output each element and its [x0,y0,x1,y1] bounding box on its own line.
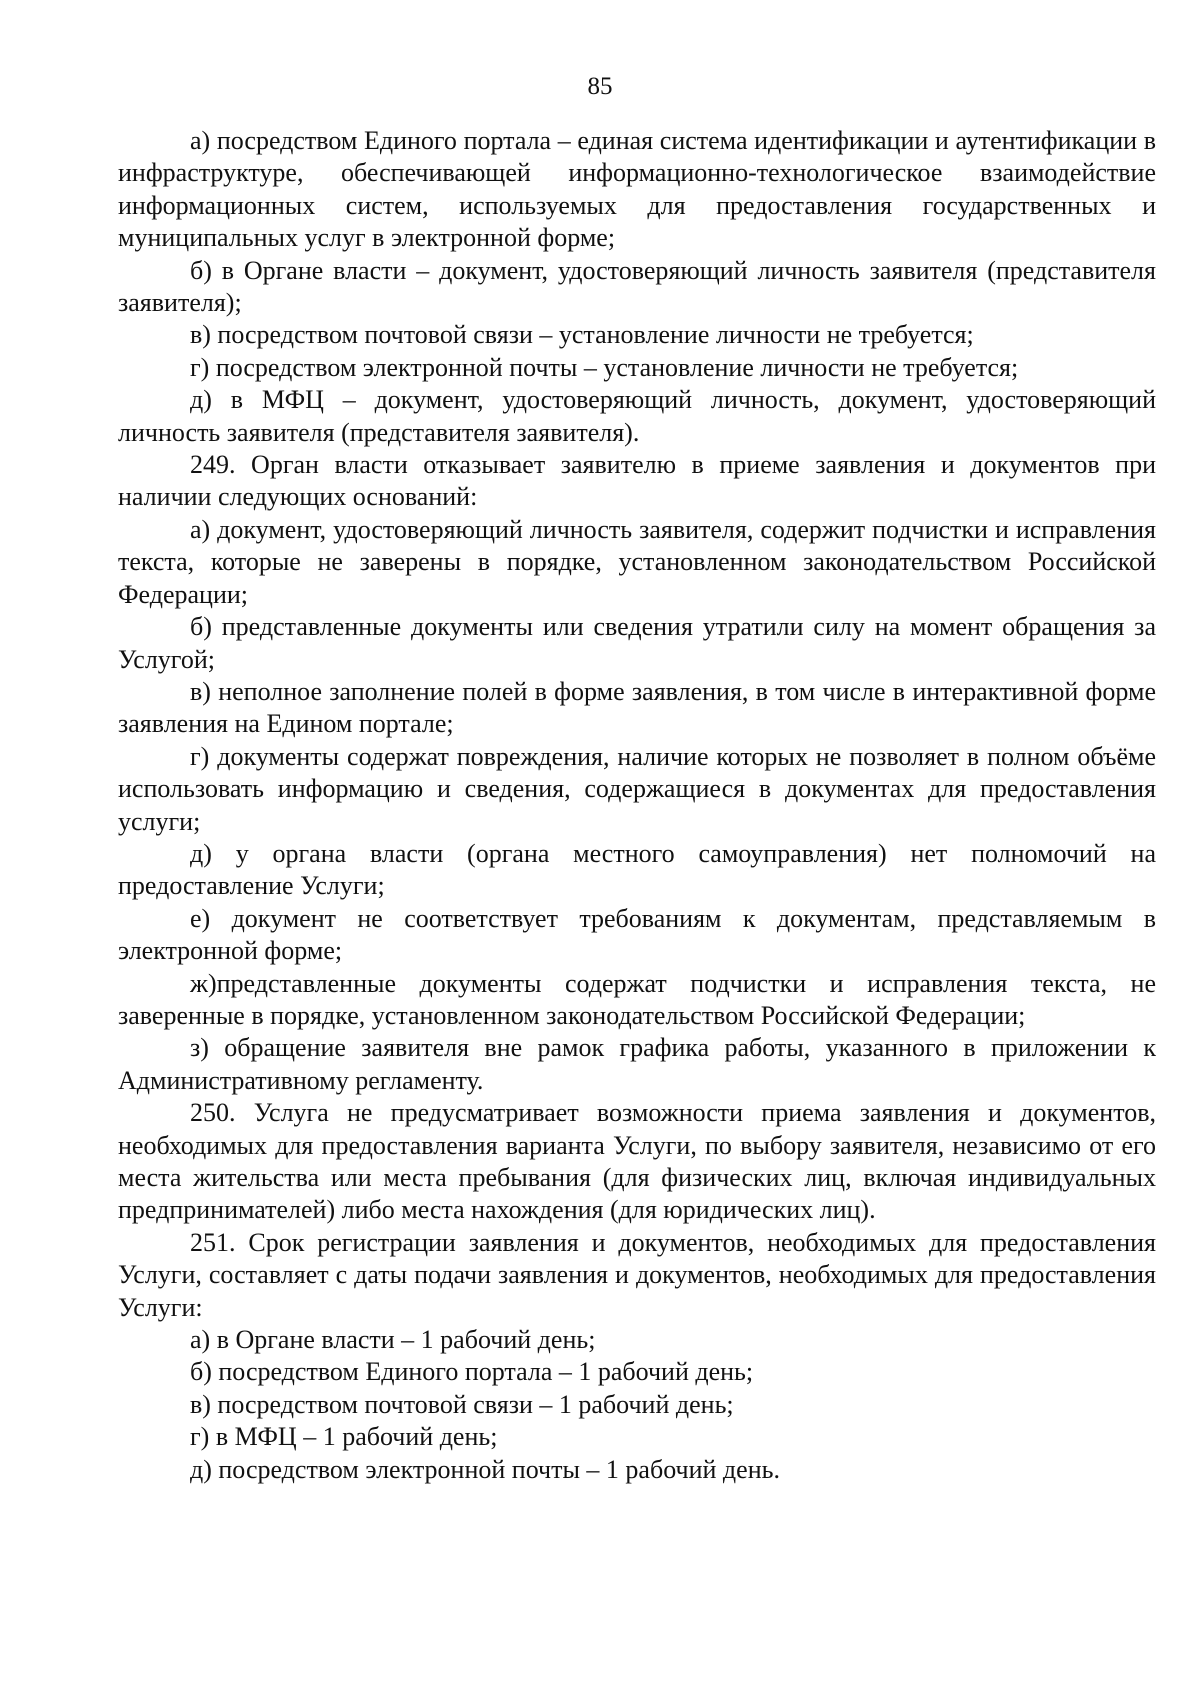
paragraph-identification-post: в) посредством почтовой связи – установление личности не требуется; [190,320,974,350]
paragraph-249-g: г) документы содержат повреждения, наличие которых не позволяет в полном объёме использовать информацию и сведения, содержащиеся в документах для предоставления услуги; [118,741,1156,836]
paragraph-249-a: а) документ, удостоверяющий личность заявителя, содержит подчистки и исправления текста, которые не заверены в порядке, установленном законодательством Российской Федерации; [118,514,1156,609]
paragraph-249-e: е) документ не соответствует требованиям к документам, представляемым в электронной форме; [118,903,1156,966]
paragraph-249: 249. Орган власти отказывает заявителю в приеме заявления и документов при наличии следующих оснований: [118,450,1156,512]
paragraph-250: 250. Услуга не предусматривает возможности приема заявления и документов, необходимых для предоставления варианта Услуги, по выбору заявителя, независимо от его места жительства или места пребывания (для физических лиц, включая индивидуальных предпринимателей) либо места нахождения (для юридических лиц). [118,1098,1156,1225]
paragraph-251-v: в) посредством почтовой связи – 1 рабочий день; [190,1389,734,1419]
page-number: 85 [587,73,613,100]
paragraph-249-v: в) неполное заполнение полей в форме заявления, в том числе в интерактивной форме заявления на Едином портале; [118,676,1156,739]
paragraph-249-z: з) обращение заявителя вне рамок графика работы, указанного в приложении к Административному регламенту. [118,1033,1156,1095]
paragraph-249-b: б) представленные документы или сведения утратили силу на момент обращения за Услугой; [118,612,1156,674]
paragraph-identification-authority: б) в Органе власти – документ, удостоверяющий личность заявителя (представителя заявителя); [118,255,1156,318]
paragraph-251-b: б) посредством Единого портала – 1 рабочий день; [190,1357,754,1387]
paragraph-249-d: д) у органа власти (органа местного самоуправления) нет полномочий на предоставление Услуги; [118,838,1156,901]
paragraph-251: 251. Срок регистрации заявления и документов, необходимых для предоставления Услуги, составляет с даты подачи заявления и документов, необходимых для предоставления Услуги: [118,1227,1156,1322]
document-body [118,125,1156,1486]
paragraph-identification-portal: а) посредством Единого портала – единая система идентификации и аутентификации в инфраструктуре, обеспечивающей информационно-технологическое взаимодействие информационных систем, используемых для предоставления государственных и муниципальных услуг в электронной форме; [118,126,1156,253]
paragraph-251-a: а) в Органе власти – 1 рабочий день; [190,1325,596,1355]
paragraph-251-d: д) посредством электронной почты – 1 рабочий день. [190,1454,780,1484]
paragraph-249-zh: ж)представленные документы содержат подчистки и исправления текста, не заверенные в порядке, установленном законодательством Российской Федерации; [118,968,1156,1030]
paragraph-identification-mfc: д) в МФЦ – документ, удостоверяющий личность, документ, удостоверяющий личность заявителя (представителя заявителя). [118,385,1156,447]
paragraph-251-g: г) в МФЦ – 1 рабочий день; [190,1422,498,1452]
paragraph-identification-email: г) посредством электронной почты – установление личности не требуется; [190,352,1019,382]
